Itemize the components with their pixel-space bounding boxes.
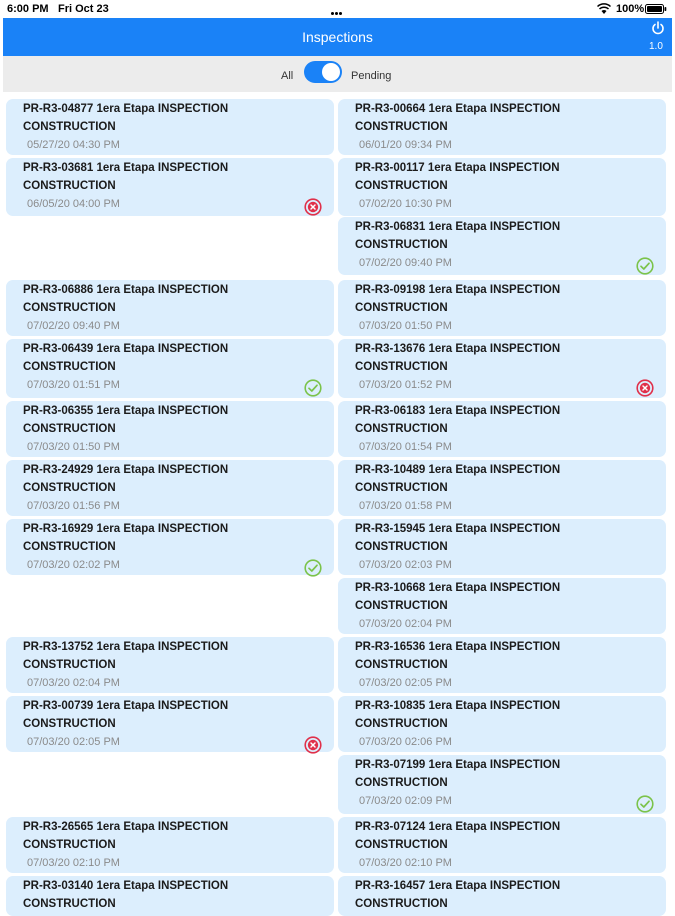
inspection-type: CONSTRUCTION bbox=[23, 302, 116, 314]
inspection-date: 07/03/20 02:04 PM bbox=[359, 618, 452, 630]
inspection-card[interactable] bbox=[338, 817, 666, 873]
inspection-title: PR-R3-07124 1era Etapa INSPECTION bbox=[355, 821, 561, 833]
inspection-title: PR-R3-10668 1era Etapa INSPECTION bbox=[355, 582, 561, 594]
version-label: 1.0 bbox=[649, 41, 663, 52]
error-circle-icon bbox=[636, 379, 654, 397]
inspection-title: PR-R3-03681 1era Etapa INSPECTION bbox=[23, 162, 229, 174]
inspection-title: PR-R3-04877 1era Etapa INSPECTION bbox=[23, 103, 229, 115]
inspection-date: 07/03/20 02:09 PM bbox=[359, 795, 452, 807]
inspection-date: 07/03/20 02:04 PM bbox=[27, 677, 120, 689]
pending-label: Pending bbox=[351, 70, 392, 82]
inspection-date: 07/03/20 01:50 PM bbox=[27, 441, 120, 453]
inspection-date: 07/03/20 02:10 PM bbox=[359, 857, 452, 869]
wifi-icon bbox=[597, 3, 611, 15]
inspection-date: 07/03/20 02:05 PM bbox=[359, 677, 452, 689]
inspection-type: CONSTRUCTION bbox=[23, 121, 116, 133]
inspection-card[interactable] bbox=[6, 401, 334, 457]
inspection-date: 07/03/20 01:51 PM bbox=[27, 379, 120, 391]
inspection-type: CONSTRUCTION bbox=[355, 239, 448, 251]
inspection-type: CONSTRUCTION bbox=[355, 361, 448, 373]
inspection-type: CONSTRUCTION bbox=[355, 180, 448, 192]
filter-bar bbox=[3, 56, 672, 92]
inspection-date: 07/03/20 01:56 PM bbox=[27, 500, 120, 512]
check-circle-icon bbox=[304, 379, 322, 397]
inspection-type: CONSTRUCTION bbox=[23, 423, 116, 435]
inspection-title: PR-R3-06439 1era Etapa INSPECTION bbox=[23, 343, 229, 355]
inspection-title: PR-R3-06831 1era Etapa INSPECTION bbox=[355, 221, 561, 233]
inspection-date: 07/03/20 01:54 PM bbox=[359, 441, 452, 453]
inspection-type: CONSTRUCTION bbox=[23, 839, 116, 851]
inspection-type: CONSTRUCTION bbox=[355, 898, 448, 910]
inspection-type: CONSTRUCTION bbox=[23, 361, 116, 373]
inspection-type: CONSTRUCTION bbox=[23, 482, 116, 494]
inspection-card[interactable] bbox=[6, 637, 334, 693]
inspection-title: PR-R3-07199 1era Etapa INSPECTION bbox=[355, 759, 561, 771]
power-icon[interactable] bbox=[651, 21, 665, 35]
inspection-card[interactable] bbox=[338, 876, 666, 916]
error-circle-icon bbox=[304, 198, 322, 216]
inspection-card[interactable] bbox=[338, 280, 666, 336]
check-circle-icon bbox=[636, 257, 654, 275]
inspection-card[interactable] bbox=[6, 280, 334, 336]
inspection-card[interactable] bbox=[338, 637, 666, 693]
inspection-title: PR-R3-16929 1era Etapa INSPECTION bbox=[23, 523, 229, 535]
inspection-card[interactable] bbox=[338, 755, 666, 814]
battery-icon bbox=[645, 4, 667, 14]
inspection-card[interactable] bbox=[6, 99, 334, 155]
inspection-card[interactable] bbox=[338, 339, 666, 398]
inspection-date: 05/27/20 04:30 PM bbox=[27, 139, 120, 151]
page-title: Inspections bbox=[302, 29, 373, 45]
inspection-title: PR-R3-03140 1era Etapa INSPECTION bbox=[23, 880, 229, 892]
inspection-title: PR-R3-10489 1era Etapa INSPECTION bbox=[355, 464, 561, 476]
inspection-title: PR-R3-24929 1era Etapa INSPECTION bbox=[23, 464, 229, 476]
inspection-date: 07/02/20 10:30 PM bbox=[359, 198, 452, 210]
inspection-title: PR-R3-26565 1era Etapa INSPECTION bbox=[23, 821, 229, 833]
inspection-type: CONSTRUCTION bbox=[355, 777, 448, 789]
inspection-title: PR-R3-06183 1era Etapa INSPECTION bbox=[355, 405, 561, 417]
inspection-type: CONSTRUCTION bbox=[355, 839, 448, 851]
inspection-card[interactable] bbox=[6, 339, 334, 398]
status-bar bbox=[0, 0, 675, 18]
inspection-date: 07/02/20 09:40 PM bbox=[359, 257, 452, 269]
inspection-date: 06/01/20 09:34 PM bbox=[359, 139, 452, 151]
inspection-title: PR-R3-15945 1era Etapa INSPECTION bbox=[355, 523, 561, 535]
error-circle-icon bbox=[304, 736, 322, 754]
inspection-date: 06/05/20 04:00 PM bbox=[27, 198, 120, 210]
inspection-type: CONSTRUCTION bbox=[355, 659, 448, 671]
inspection-card[interactable] bbox=[338, 158, 666, 216]
check-circle-icon bbox=[636, 795, 654, 813]
inspection-type: CONSTRUCTION bbox=[355, 541, 448, 553]
inspection-type: CONSTRUCTION bbox=[355, 600, 448, 612]
inspection-type: CONSTRUCTION bbox=[355, 302, 448, 314]
status-time: 6:00 PM bbox=[7, 3, 49, 15]
inspection-card[interactable] bbox=[338, 696, 666, 752]
inspection-date: 07/03/20 02:03 PM bbox=[359, 559, 452, 571]
inspection-date: 07/03/20 01:52 PM bbox=[359, 379, 452, 391]
inspection-card[interactable] bbox=[6, 817, 334, 873]
toggle-knob bbox=[322, 63, 340, 81]
nav-bar bbox=[3, 18, 672, 56]
inspection-type: CONSTRUCTION bbox=[23, 180, 116, 192]
inspection-title: PR-R3-13752 1era Etapa INSPECTION bbox=[23, 641, 229, 653]
inspection-type: CONSTRUCTION bbox=[355, 423, 448, 435]
inspection-title: PR-R3-00664 1era Etapa INSPECTION bbox=[355, 103, 561, 115]
inspection-type: CONSTRUCTION bbox=[355, 121, 448, 133]
inspection-date: 07/03/20 02:02 PM bbox=[27, 559, 120, 571]
inspection-date: 07/03/20 02:10 PM bbox=[27, 857, 120, 869]
inspection-type: CONSTRUCTION bbox=[23, 898, 116, 910]
inspection-card[interactable] bbox=[338, 578, 666, 634]
multitask-dots-icon[interactable] bbox=[331, 6, 345, 9]
inspection-type: CONSTRUCTION bbox=[355, 718, 448, 730]
inspection-card[interactable] bbox=[338, 401, 666, 457]
inspection-type: CONSTRUCTION bbox=[23, 718, 116, 730]
battery-percent: 100% bbox=[616, 3, 645, 15]
inspection-title: PR-R3-10835 1era Etapa INSPECTION bbox=[355, 700, 561, 712]
inspection-card[interactable] bbox=[338, 217, 666, 275]
inspection-date: 07/02/20 09:40 PM bbox=[27, 320, 120, 332]
inspection-title: PR-R3-06886 1era Etapa INSPECTION bbox=[23, 284, 229, 296]
inspection-type: CONSTRUCTION bbox=[355, 482, 448, 494]
inspection-title: PR-R3-16536 1era Etapa INSPECTION bbox=[355, 641, 561, 653]
pending-toggle[interactable] bbox=[304, 61, 342, 83]
inspection-date: 07/03/20 02:06 PM bbox=[359, 736, 452, 748]
inspection-title: PR-R3-13676 1era Etapa INSPECTION bbox=[355, 343, 561, 355]
inspection-title: PR-R3-16457 1era Etapa INSPECTION bbox=[355, 880, 561, 892]
inspection-card[interactable] bbox=[6, 696, 334, 752]
inspection-title: PR-R3-00117 1era Etapa INSPECTION bbox=[355, 162, 560, 174]
inspection-date: 07/03/20 01:50 PM bbox=[359, 320, 452, 332]
inspection-card[interactable] bbox=[338, 99, 666, 155]
check-circle-icon bbox=[304, 559, 322, 577]
inspection-date: 07/03/20 01:58 PM bbox=[359, 500, 452, 512]
inspection-card[interactable] bbox=[6, 519, 334, 575]
inspection-type: CONSTRUCTION bbox=[23, 659, 116, 671]
inspection-date: 07/03/20 02:05 PM bbox=[27, 736, 120, 748]
inspection-card[interactable] bbox=[6, 876, 334, 916]
inspection-title: PR-R3-00739 1era Etapa INSPECTION bbox=[23, 700, 229, 712]
status-date: Fri Oct 23 bbox=[58, 3, 109, 15]
inspection-card[interactable] bbox=[338, 519, 666, 575]
inspection-title: PR-R3-06355 1era Etapa INSPECTION bbox=[23, 405, 229, 417]
inspection-card[interactable] bbox=[6, 460, 334, 516]
inspection-card[interactable] bbox=[6, 158, 334, 216]
inspection-title: PR-R3-09198 1era Etapa INSPECTION bbox=[355, 284, 561, 296]
inspection-type: CONSTRUCTION bbox=[23, 541, 116, 553]
all-label: All bbox=[281, 70, 294, 82]
inspection-card[interactable] bbox=[338, 460, 666, 516]
